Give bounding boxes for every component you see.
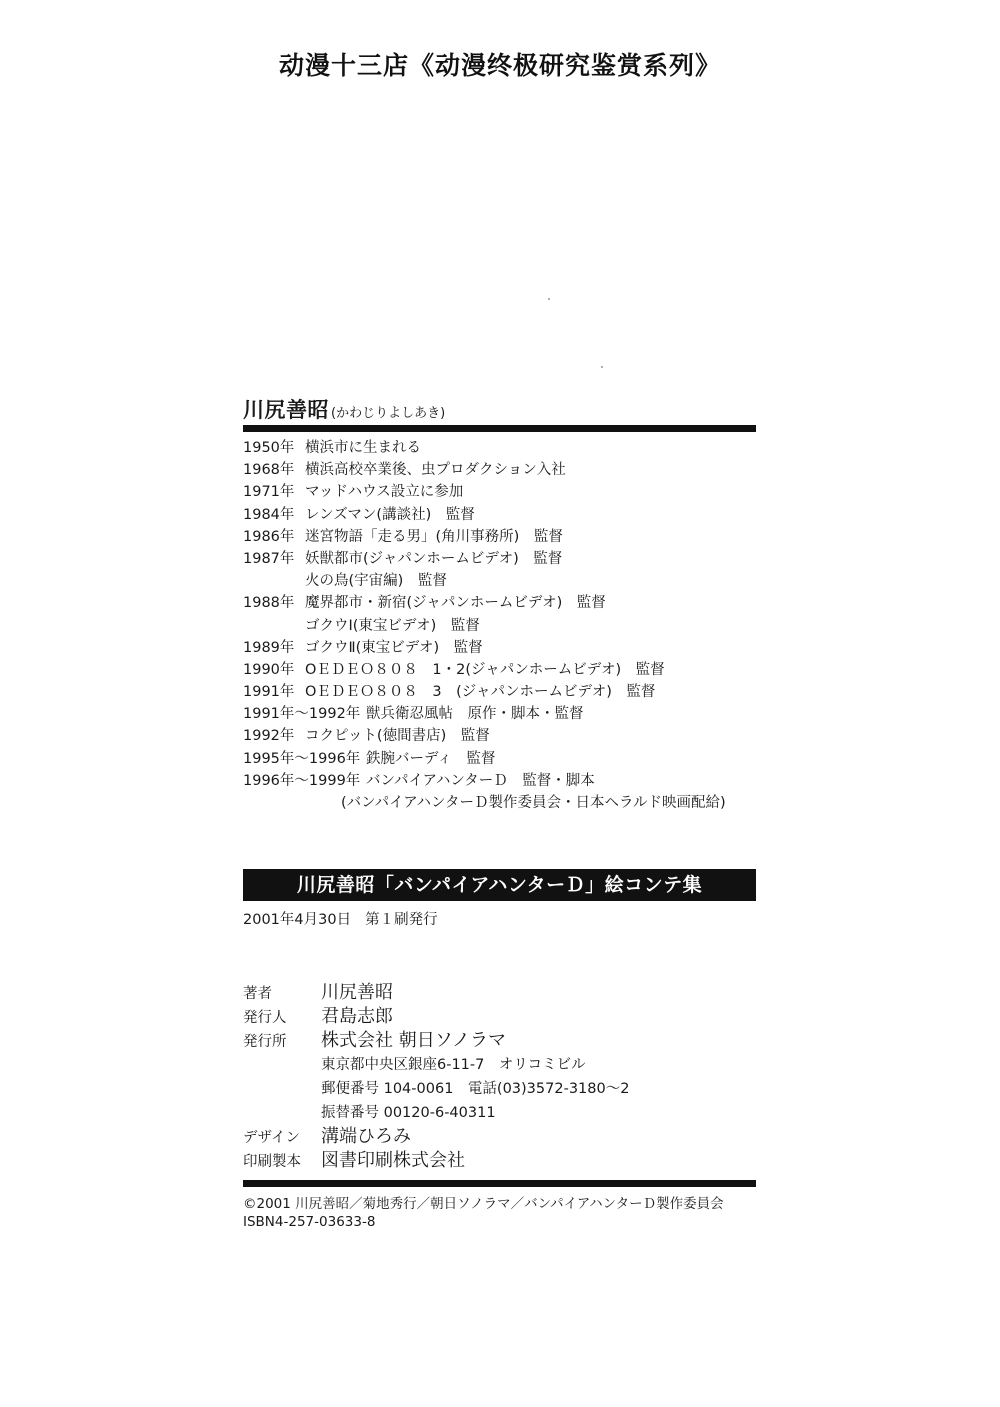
bio-text: マッドハウス設立に参加 bbox=[305, 484, 464, 501]
author-value: 川尻善昭 bbox=[321, 982, 393, 1003]
bio-year: 1950年 bbox=[243, 440, 295, 456]
colophon-row-design bbox=[243, 1122, 763, 1146]
bio-text: (バンパイアハンターＤ製作委員会・日本ヘラルド映画配給) bbox=[341, 795, 726, 811]
colophon bbox=[243, 978, 763, 1170]
bio-entry bbox=[243, 548, 763, 570]
bio-entry bbox=[243, 570, 763, 592]
company-label: 発行所 bbox=[243, 1034, 287, 1050]
publication-date-line bbox=[243, 908, 438, 929]
publisher-label: 発行人 bbox=[243, 1010, 287, 1026]
printing-value: 図書印刷株式会社 bbox=[321, 1150, 465, 1171]
scan-speck bbox=[601, 366, 603, 368]
colophon-row-postal bbox=[243, 1074, 763, 1098]
bio-entry bbox=[243, 459, 763, 481]
colophon-rule bbox=[243, 1180, 756, 1187]
bio-text: 横浜高校卒業後、虫プロダクション入社 bbox=[305, 462, 566, 479]
bio-entry bbox=[243, 481, 763, 503]
bio-entry bbox=[243, 526, 763, 548]
bio-entry bbox=[243, 504, 763, 526]
biography-list bbox=[243, 437, 763, 814]
bio-text: 横浜市に生まれる bbox=[305, 440, 421, 456]
bio-year: 1987年 bbox=[243, 550, 295, 567]
page-header-title: 动漫十三店《动漫终极研究鉴赏系列》 bbox=[278, 51, 721, 80]
publication-date: 2001年4月30日 bbox=[243, 912, 352, 928]
bio-text: 獣兵衛忍風帖 原作・脚本・監督 bbox=[366, 706, 584, 723]
colophon-row-company bbox=[243, 1026, 763, 1050]
bio-text: ゴクウⅠ(東宝ビデオ) 監督 bbox=[305, 617, 480, 634]
bio-text: 妖獣都市(ジャパンホームビデオ) 監督 bbox=[305, 550, 563, 567]
bio-year: 1986年 bbox=[243, 528, 295, 545]
bio-entry bbox=[243, 792, 763, 814]
bio-year: 1995年〜1996年 bbox=[243, 750, 361, 767]
bio-entry bbox=[243, 592, 763, 614]
author-rule bbox=[243, 425, 756, 432]
bio-text: ОＥＤＥＯ８０８ 1・2(ジャパンホームビデオ) 監督 bbox=[305, 661, 665, 678]
colophon-row-author bbox=[243, 978, 763, 1002]
bio-year: 1990年 bbox=[243, 661, 295, 678]
bio-entry bbox=[243, 437, 763, 459]
publisher-value: 君島志郎 bbox=[321, 1006, 393, 1027]
postal-phone-value: 郵便番号 104-0061 電話(03)3572-3180〜2 bbox=[321, 1081, 630, 1097]
bio-entry bbox=[243, 725, 763, 747]
design-label: デザイン bbox=[243, 1130, 300, 1146]
colophon-row-printing bbox=[243, 1146, 763, 1170]
colophon-row-address bbox=[243, 1050, 763, 1074]
bio-text: ゴクウⅡ(東宝ビデオ) 監督 bbox=[305, 639, 483, 656]
scan-speck bbox=[548, 298, 550, 300]
bio-entry bbox=[243, 770, 763, 792]
bio-year: 1996年〜1999年 bbox=[243, 772, 361, 789]
bio-year: 1988年 bbox=[243, 595, 295, 612]
bio-entry bbox=[243, 748, 763, 770]
bio-text: ОＥＤＥＯ８０８ 3 (ジャパンホームビデオ) 監督 bbox=[305, 684, 656, 701]
bio-entry bbox=[243, 681, 763, 703]
author-label: 著者 bbox=[243, 986, 272, 1002]
author-reading: (かわじりよしあき) bbox=[331, 406, 446, 421]
bio-year: 1991年〜1992年 bbox=[243, 706, 361, 723]
bio-year: 1989年 bbox=[243, 639, 295, 656]
bio-text: 迷宮物語「走る男」(角川事務所) 監督 bbox=[305, 528, 563, 545]
bio-text: レンズマン(講談社) 監督 bbox=[305, 506, 475, 523]
bio-entry bbox=[243, 703, 763, 725]
colophon-row-transfer bbox=[243, 1098, 763, 1122]
bio-text: コクピット(徳間書店) 監督 bbox=[305, 728, 490, 745]
company-value: 株式会社 朝日ソノラマ bbox=[321, 1030, 507, 1051]
bio-year: 1991年 bbox=[243, 684, 295, 701]
edition-label: 第１刷発行 bbox=[365, 912, 438, 928]
author-name: 川尻善昭 bbox=[243, 398, 329, 422]
bio-entry bbox=[243, 615, 763, 637]
isbn-line: ISBN4-257-03633-8 bbox=[243, 1214, 376, 1230]
colophon-row-publisher bbox=[243, 1002, 763, 1026]
bio-entry bbox=[243, 659, 763, 681]
address-value: 東京都中央区銀座6-11-7 オリコミビル bbox=[321, 1057, 586, 1073]
bio-year: 1984年 bbox=[243, 506, 295, 523]
bio-year: 1971年 bbox=[243, 484, 295, 501]
design-value: 溝端ひろみ bbox=[321, 1126, 411, 1147]
bio-text: 魔界都市・新宿(ジャパンホームビデオ) 監督 bbox=[305, 595, 606, 612]
copyright-line: ©2001 川尻善昭／菊地秀行／朝日ソノラマ／バンパイアハンターＤ製作委員会 bbox=[243, 1196, 724, 1212]
printing-label: 印刷製本 bbox=[243, 1154, 301, 1170]
bio-text: 鉄腕バーディ 監督 bbox=[366, 750, 496, 767]
bio-entry bbox=[243, 637, 763, 659]
bio-year: 1992年 bbox=[243, 728, 295, 745]
bio-text: 火の鳥(宇宙編) 監督 bbox=[305, 573, 447, 590]
book-title-banner: 川尻善昭「バンパイアハンターＤ」絵コンテ集 bbox=[243, 869, 756, 901]
bio-text: バンパイアハンターＤ 監督・脚本 bbox=[366, 772, 595, 789]
author-heading bbox=[243, 394, 445, 424]
bio-year: 1968年 bbox=[243, 462, 295, 479]
transfer-value: 振替番号 00120-6-40311 bbox=[321, 1105, 496, 1121]
